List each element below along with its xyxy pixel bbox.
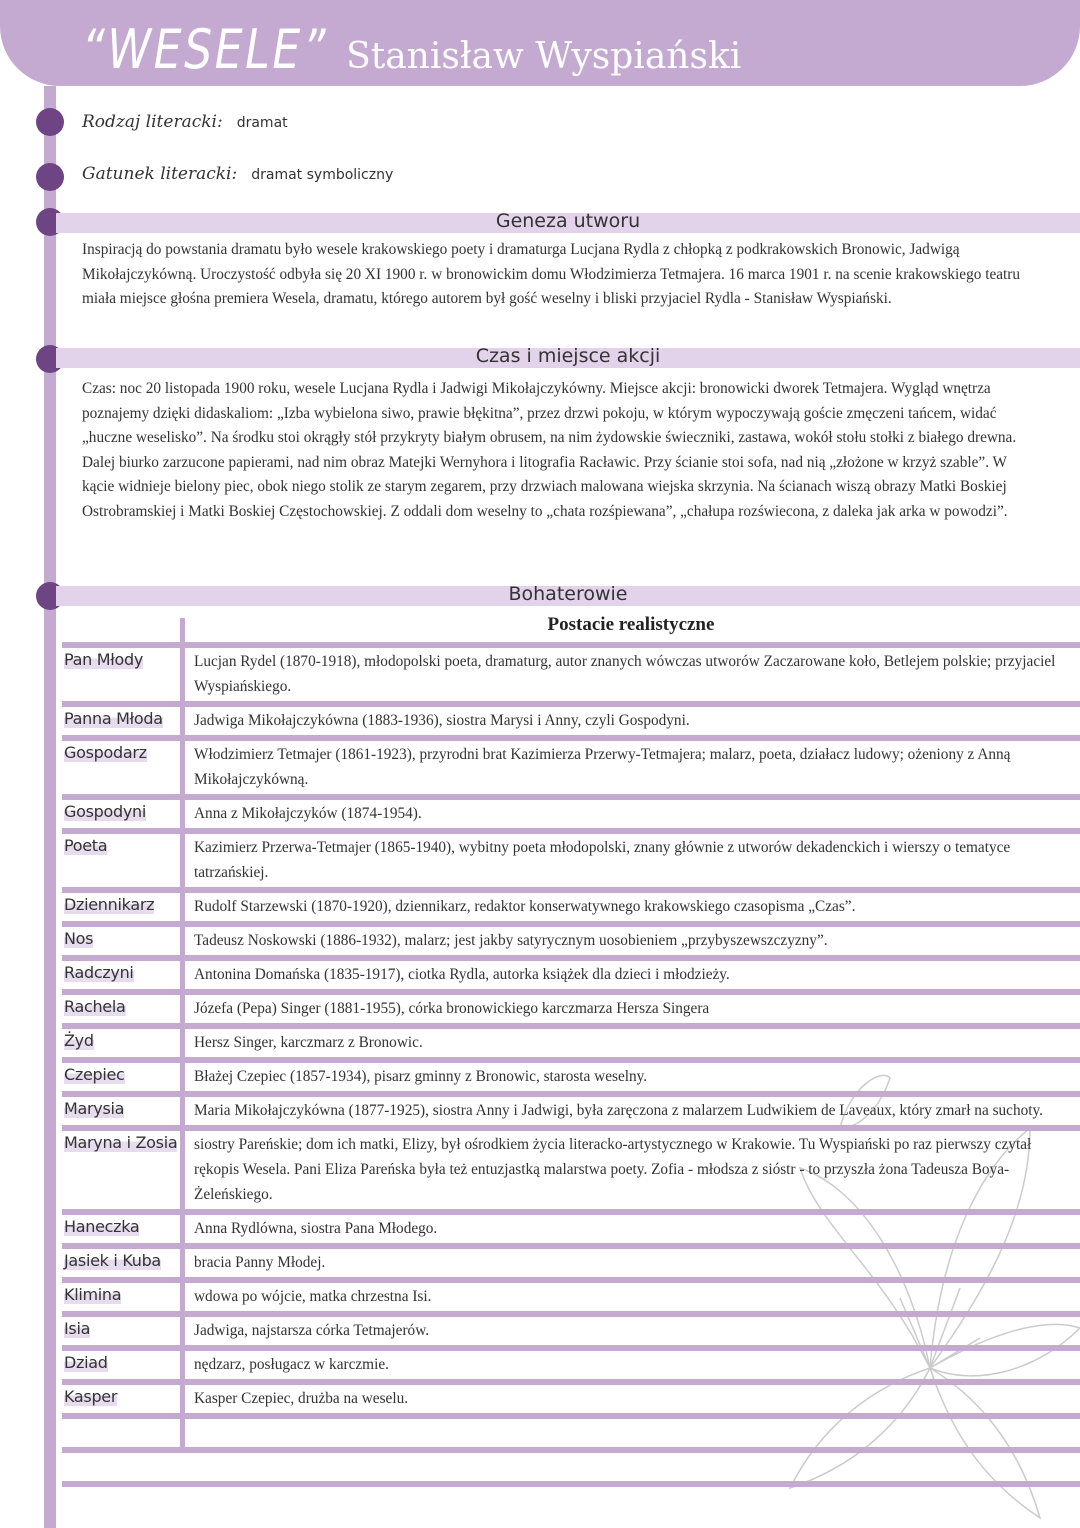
character-description: Lucjan Rydel (1870-1918), młodopolski poeta, dramaturg, autor znanych wówczas utworów Zaczarowane koło, Betlejem polskie; przyjaciel Wyspiańskiego. bbox=[194, 653, 1056, 695]
table-row bbox=[62, 1215, 1080, 1241]
section-title: Geneza utworu bbox=[495, 210, 641, 232]
character-name-text: Gospodarz bbox=[64, 743, 147, 762]
table-row bbox=[62, 1249, 1080, 1275]
character-description: Józefa (Pepa) Singer (1881-1955), córka bronowickiego karczmarza Hersza Singera bbox=[194, 1000, 710, 1017]
character-name bbox=[62, 961, 182, 987]
table-row bbox=[62, 1385, 1080, 1411]
table-row bbox=[62, 927, 1080, 953]
table-row bbox=[62, 893, 1080, 919]
rodzaj-field bbox=[82, 112, 288, 132]
character-name bbox=[62, 1283, 182, 1309]
section-header-bohaterowie bbox=[56, 583, 1080, 606]
character-name bbox=[62, 1215, 182, 1241]
character-name bbox=[62, 834, 182, 885]
table-row bbox=[62, 1283, 1080, 1309]
field-value: dramat bbox=[236, 115, 288, 131]
section-header-czas bbox=[56, 345, 1080, 368]
character-name-text: Maryna i Zosia bbox=[64, 1133, 178, 1152]
character-description: Błażej Czepiec (1857-1934), pisarz gminny z Bronowic, starosta weselny. bbox=[194, 1068, 648, 1085]
character-description: Rudolf Starzewski (1870-1920), dziennikarz, redaktor konserwatywnego krakowskiego czasopisma „Czas”. bbox=[194, 898, 856, 915]
character-description: Jadwiga, najstarsza córka Tetmajerów. bbox=[194, 1322, 430, 1339]
character-name-text: Klimina bbox=[64, 1285, 122, 1304]
characters-table bbox=[62, 614, 1080, 1487]
character-name-text: Jasiek i Kuba bbox=[64, 1251, 161, 1270]
geneza-text: Inspiracją do powstania dramatu było wesele krakowskiego poety i dramaturga Lucjana Rydla z chłopką z podkrakowskich Bronowic, Jadwigą Mikołajczykówną. Uroczystość odbyła się 20 XI 1900 r. w bronowickim domu Włodzimierza Tetmajera. 16 marca 1901 r. na scenie krakowskiego teatru miała miejsce głośna premiera Wesela, dramatu, którego autorem był gość weselny i bliski przyjaciel Rydla - Stanisław Wyspiański. bbox=[82, 241, 1021, 307]
table-subtitle: Postacie realistyczne bbox=[547, 614, 715, 635]
table-row bbox=[62, 707, 1080, 733]
character-description: Kazimierz Przerwa-Tetmajer (1865-1940), wybitny poeta młodopolski, znany głównie z utworów dekadenckich i wierszy o tematyce tatrzańskiej. bbox=[194, 839, 1011, 881]
row-divider bbox=[62, 1481, 1080, 1487]
work-title: “WESELE” bbox=[82, 18, 329, 81]
character-name bbox=[62, 1385, 182, 1411]
character-description: Hersz Singer, karczmarz z Bronowic. bbox=[194, 1034, 423, 1051]
character-description: siostry Pareńskie; dom ich matki, Elizy, był ośrodkiem życia literacko-artystycznego w Krakowie. Tu Wyspiański po raz pierwszy czytał rękopis Wesela. Pani Eliza Pareńska była też entuzjastką malarstwa poety. Zofia - młodsza z sióstr - to przyszła żona Tadeusza Boya-Żeleńskiego. bbox=[194, 1136, 1032, 1203]
character-name-text: Radczyni bbox=[64, 963, 134, 982]
character-name-text: Kasper bbox=[64, 1387, 118, 1406]
character-name bbox=[62, 1249, 182, 1275]
character-name bbox=[62, 1317, 182, 1343]
character-name bbox=[62, 741, 182, 792]
bullet-dot-icon bbox=[36, 108, 64, 136]
table-row bbox=[62, 995, 1080, 1021]
character-name-text: Poeta bbox=[64, 836, 108, 855]
character-name-text: Isia bbox=[64, 1319, 91, 1338]
character-description: Anna Rydlówna, siostra Pana Młodego. bbox=[194, 1220, 438, 1237]
header-banner bbox=[0, 0, 1080, 86]
character-description: wdowa po wójcie, matka chrzestna Isi. bbox=[194, 1288, 432, 1305]
table-row bbox=[62, 1317, 1080, 1343]
timeline-spine bbox=[44, 86, 56, 1528]
character-name-text: Marysia bbox=[64, 1099, 125, 1118]
table-row bbox=[62, 648, 1080, 699]
table-row bbox=[62, 961, 1080, 987]
character-name-text: Nos bbox=[64, 929, 94, 948]
table-row bbox=[62, 741, 1080, 792]
character-name bbox=[62, 1063, 182, 1089]
character-name-text: Panna Młoda bbox=[64, 709, 163, 728]
table-row bbox=[62, 800, 1080, 826]
character-name-text: Czepiec bbox=[64, 1065, 125, 1084]
bullet-dot-icon bbox=[36, 163, 64, 191]
character-name-text: Dziennikarz bbox=[64, 895, 155, 914]
character-description: Maria Mikołajczykówna (1877-1925), siostra Anny i Jadwigi, była zaręczona z malarzem Ludwikiem de Laveaux, który zmarł na suchoty. bbox=[194, 1102, 1043, 1119]
character-name bbox=[62, 1351, 182, 1377]
table-row bbox=[62, 834, 1080, 885]
character-name bbox=[62, 893, 182, 919]
character-name-text: Pan Młody bbox=[64, 650, 144, 669]
table-row bbox=[62, 1351, 1080, 1377]
author-name: Stanisław Wyspiański bbox=[346, 36, 742, 77]
character-name bbox=[62, 648, 182, 699]
character-name bbox=[62, 995, 182, 1021]
table-row bbox=[62, 1029, 1080, 1055]
field-label: Gatunek literacki: bbox=[82, 164, 238, 184]
character-name bbox=[62, 1029, 182, 1055]
character-description: Kasper Czepiec, drużba na weselu. bbox=[194, 1390, 409, 1407]
character-description: Włodzimierz Tetmajer (1861-1923), przyrodni brat Kazimierza Przerwy-Tetmajera; malarz, poeta, działacz ludowy; ożeniony z Anną Mikołajczykówną. bbox=[194, 746, 1011, 788]
character-description: Anna z Mikołajczyków (1874-1954). bbox=[194, 805, 422, 822]
czas-text: Czas: noc 20 listopada 1900 roku, wesele Lucjana Rydla i Jadwigi Mikołajczykówny. Miejsce akcji: bronowicki dworek Tetmajera. Wygląd wnętrza poznajemy dzięki didaskaliom: „Izba wybielona siwo, prawie błękitna”, przez drzwi pokoju, w którym wypoczywają goście zmęczeni tańcem, widać „huczne weselisko”. Na środku stoi okrągły stół przykryty białym obrusem, na nim żydowskie świeczniki, zastawa, wokół stołu stołki z białego drewna. Dalej biurko zarzucone papierami, nad nim obraz Matejki Wernyhora i litografia Racławic. Przy ścianie stoi sofa, nad nią „złożone w krzyż szable”. W kącie widnieje bielony piec, obok niego stolik ze starym zegarem, przy drzwiach malowana wiejska skrzynia. Na ścianach wiszą obrazy Matki Boskiej Ostrobramskiej i Matki Boskiej Częstochowskiej. Z oddali dom weselny to „chata rozśpiewana”, „chałupa rozświecona, z daleka jak arka w powodzi”. bbox=[82, 380, 1017, 520]
page-title bbox=[82, 18, 741, 81]
empty-row bbox=[62, 1419, 1080, 1445]
character-description: Antonina Domańska (1835-1917), ciotka Rydla, autorka książek dla dzieci i młodzieży. bbox=[194, 966, 730, 983]
character-name bbox=[62, 1131, 182, 1207]
table-row bbox=[62, 1131, 1080, 1207]
section-header-geneza bbox=[56, 210, 1080, 233]
character-description: nędzarz, posługacz w karczmie. bbox=[194, 1356, 389, 1373]
character-description: Jadwiga Mikołajczykówna (1883-1936), siostra Marysi i Anny, czyli Gospodyni. bbox=[194, 712, 690, 729]
field-label: Rodzaj literacki: bbox=[82, 112, 223, 132]
character-description: Tadeusz Noskowski (1886-1932), malarz; jest jakby satyrycznym uosobieniem „przybyszewszczyzny”. bbox=[194, 932, 828, 949]
character-name-text: Rachela bbox=[64, 997, 126, 1016]
section-title: Czas i miejsce akcji bbox=[475, 345, 661, 367]
character-name-text: Gospodyni bbox=[64, 802, 146, 821]
empty-row bbox=[62, 1453, 1080, 1479]
section-title: Bohaterowie bbox=[508, 583, 628, 605]
character-name-text: Haneczka bbox=[64, 1217, 140, 1236]
field-value: dramat symboliczny bbox=[251, 167, 394, 183]
character-name bbox=[62, 1097, 182, 1123]
character-name bbox=[62, 927, 182, 953]
character-name bbox=[62, 707, 182, 733]
table-row bbox=[62, 1063, 1080, 1089]
gatunek-field bbox=[82, 164, 393, 184]
character-description: bracia Panny Młodej. bbox=[194, 1254, 326, 1271]
table-row bbox=[62, 1097, 1080, 1123]
character-name-text: Żyd bbox=[64, 1031, 94, 1050]
character-name-text: Dziad bbox=[64, 1353, 108, 1372]
character-name bbox=[62, 800, 182, 826]
